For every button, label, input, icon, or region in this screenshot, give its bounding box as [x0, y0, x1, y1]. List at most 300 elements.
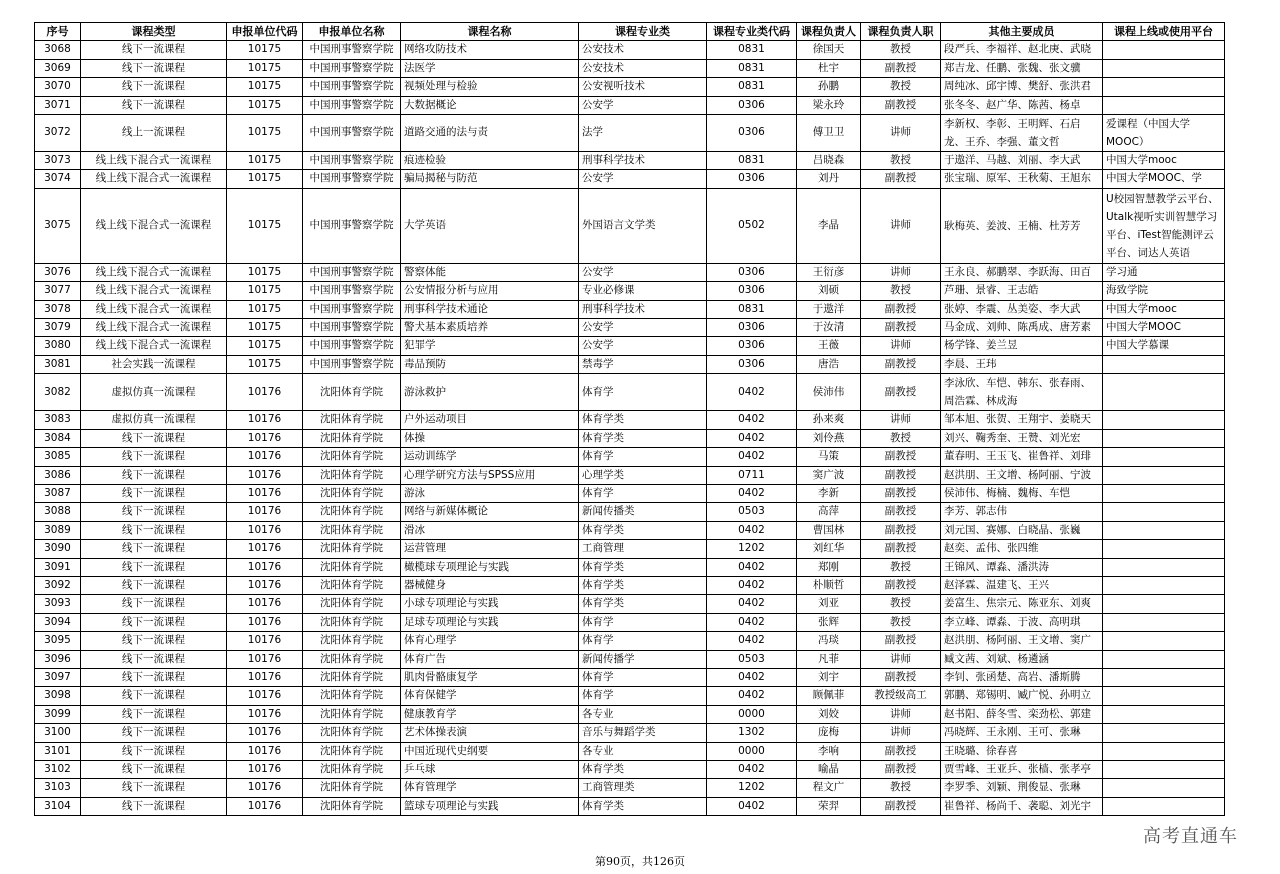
- table-row: [35, 411, 1225, 429]
- col-header-unit-code: 申报单位代码: [227, 23, 303, 41]
- cell-lead: 李响: [797, 742, 861, 760]
- cell-lead-title: 副教授: [861, 96, 941, 114]
- cell-unit-code: 10175: [227, 170, 303, 188]
- cell-major-code: 1302: [707, 724, 797, 742]
- cell-platform: 中国大学慕课: [1103, 337, 1225, 355]
- cell-major-category: 体育学: [579, 632, 707, 650]
- cell-lead-title: 副教授: [861, 466, 941, 484]
- cell-major-category: 工商管理: [579, 540, 707, 558]
- cell-major-code: 0502: [707, 188, 797, 263]
- cell-members: 刘元国、赛娜、白晓晶、张巍: [941, 521, 1103, 539]
- cell-lead-title: 副教授: [861, 484, 941, 502]
- cell-unit-name: 沈阳体育学院: [303, 374, 401, 411]
- cell-major-code: 0402: [707, 761, 797, 779]
- cell-lead-title: 副教授: [861, 521, 941, 539]
- cell-platform: [1103, 466, 1225, 484]
- cell-course-name: 体操: [401, 429, 579, 447]
- cell-course-name: 警犬基本素质培养: [401, 319, 579, 337]
- cell-members: 姜富生、焦宗元、陈亚东、刘爽: [941, 595, 1103, 613]
- cell-lead-title: 讲师: [861, 263, 941, 281]
- cell-course-name: 犯罪学: [401, 337, 579, 355]
- cell-major-category: 公安学: [579, 170, 707, 188]
- cell-course-type: 线下一流课程: [81, 466, 227, 484]
- cell-lead: 唐浩: [797, 355, 861, 373]
- cell-unit-name: 沈阳体育学院: [303, 503, 401, 521]
- table-row: [35, 319, 1225, 337]
- cell-platform: [1103, 779, 1225, 797]
- cell-course-type: 线下一流课程: [81, 448, 227, 466]
- cell-course-name: 足球专项理论与实践: [401, 613, 579, 631]
- cell-platform: [1103, 41, 1225, 59]
- cell-unit-code: 10176: [227, 521, 303, 539]
- cell-lead: 孙来爽: [797, 411, 861, 429]
- table-row: [35, 374, 1225, 411]
- cell-major-code: 0000: [707, 742, 797, 760]
- table-row: [35, 595, 1225, 613]
- cell-unit-name: 沈阳体育学院: [303, 705, 401, 723]
- table-row: [35, 558, 1225, 576]
- cell-unit-name: 沈阳体育学院: [303, 632, 401, 650]
- cell-major-code: 0402: [707, 374, 797, 411]
- cell-unit-code: 10176: [227, 705, 303, 723]
- cell-index: 3097: [35, 668, 81, 686]
- cell-unit-code: 10175: [227, 41, 303, 59]
- cell-unit-name: 沈阳体育学院: [303, 650, 401, 668]
- table-row: [35, 761, 1225, 779]
- cell-lead: 李新: [797, 484, 861, 502]
- cell-unit-name: 沈阳体育学院: [303, 448, 401, 466]
- table-row: [35, 466, 1225, 484]
- col-header-major-code: 课程专业类代码: [707, 23, 797, 41]
- cell-lead-title: 讲师: [861, 650, 941, 668]
- cell-lead: 梁永玲: [797, 96, 861, 114]
- cell-lead: 傅卫卫: [797, 115, 861, 152]
- cell-course-name: 艺术体操表演: [401, 724, 579, 742]
- cell-unit-code: 10176: [227, 650, 303, 668]
- cell-course-type: 线下一流课程: [81, 540, 227, 558]
- cell-major-category: 体育学类: [579, 521, 707, 539]
- cell-unit-name: 沈阳体育学院: [303, 613, 401, 631]
- cell-course-type: 线下一流课程: [81, 521, 227, 539]
- cell-major-category: 禁毒学: [579, 355, 707, 373]
- cell-major-category: 公安学: [579, 337, 707, 355]
- cell-lead-title: 副教授: [861, 300, 941, 318]
- cell-lead-title: 教授级高工: [861, 687, 941, 705]
- cell-members: 侯沛伟、梅楠、魏梅、车恺: [941, 484, 1103, 502]
- cell-lead: 庞梅: [797, 724, 861, 742]
- cell-course-name: 游泳: [401, 484, 579, 502]
- cell-major-code: 0306: [707, 319, 797, 337]
- col-header-course-name: 课程名称: [401, 23, 579, 41]
- cell-course-type: 线下一流课程: [81, 687, 227, 705]
- cell-major-code: 0402: [707, 576, 797, 594]
- cell-course-type: 线下一流课程: [81, 742, 227, 760]
- cell-unit-name: 中国刑事警察学院: [303, 188, 401, 263]
- cell-index: 3071: [35, 96, 81, 114]
- cell-course-name: 健康教育学: [401, 705, 579, 723]
- table-row: [35, 263, 1225, 281]
- cell-lead: 窦广波: [797, 466, 861, 484]
- cell-lead-title: 讲师: [861, 411, 941, 429]
- cell-major-category: 体育学: [579, 484, 707, 502]
- cell-index: 3090: [35, 540, 81, 558]
- cell-unit-name: 中国刑事警察学院: [303, 319, 401, 337]
- cell-platform: [1103, 632, 1225, 650]
- cell-unit-code: 10175: [227, 59, 303, 77]
- cell-unit-name: 中国刑事警察学院: [303, 355, 401, 373]
- cell-major-code: 1202: [707, 540, 797, 558]
- cell-major-category: 工商管理类: [579, 779, 707, 797]
- table-row: [35, 59, 1225, 77]
- col-header-lead: 课程负责人: [797, 23, 861, 41]
- cell-lead: 郑刚: [797, 558, 861, 576]
- cell-course-type: 线下一流课程: [81, 576, 227, 594]
- cell-course-type: 线下一流课程: [81, 797, 227, 815]
- cell-platform: [1103, 540, 1225, 558]
- cell-course-name: 小球专项理论与实践: [401, 595, 579, 613]
- cell-major-code: 0402: [707, 411, 797, 429]
- cell-major-code: 0503: [707, 503, 797, 521]
- cell-index: 3089: [35, 521, 81, 539]
- table-row: [35, 742, 1225, 760]
- table-row: [35, 650, 1225, 668]
- cell-lead: 刘宇: [797, 668, 861, 686]
- cell-course-name: 视频处理与检验: [401, 78, 579, 96]
- cell-lead-title: 副教授: [861, 761, 941, 779]
- cell-course-name: 橄榄球专项理论与实践: [401, 558, 579, 576]
- col-header-members: 其他主要成员: [941, 23, 1103, 41]
- cell-major-code: 0831: [707, 59, 797, 77]
- cell-unit-code: 10176: [227, 484, 303, 502]
- cell-platform: 爱课程（中国大学MOOC）: [1103, 115, 1225, 152]
- cell-index: 3078: [35, 300, 81, 318]
- cell-unit-code: 10176: [227, 761, 303, 779]
- table-row: [35, 300, 1225, 318]
- cell-members: 于遨洋、马越、刘丽、李大武: [941, 152, 1103, 170]
- cell-members: 芦珊、景睿、王志皓: [941, 282, 1103, 300]
- cell-lead: 刘硕: [797, 282, 861, 300]
- cell-index: 3098: [35, 687, 81, 705]
- cell-major-category: 心理学类: [579, 466, 707, 484]
- cell-unit-code: 10176: [227, 632, 303, 650]
- cell-members: 郑吉龙、任鹏、张魏、张文骥: [941, 59, 1103, 77]
- cell-major-code: 1202: [707, 779, 797, 797]
- cell-major-category: 体育学: [579, 374, 707, 411]
- cell-lead: 吕晓森: [797, 152, 861, 170]
- cell-unit-name: 中国刑事警察学院: [303, 152, 401, 170]
- cell-lead: 刘红华: [797, 540, 861, 558]
- cell-index: 3085: [35, 448, 81, 466]
- cell-lead: 李晶: [797, 188, 861, 263]
- cell-index: 3092: [35, 576, 81, 594]
- cell-course-name: 体育保健学: [401, 687, 579, 705]
- cell-major-category: 公安学: [579, 319, 707, 337]
- cell-course-type: 线下一流课程: [81, 558, 227, 576]
- cell-index: 3077: [35, 282, 81, 300]
- cell-unit-code: 10176: [227, 779, 303, 797]
- cell-major-code: 0402: [707, 558, 797, 576]
- cell-unit-code: 10175: [227, 78, 303, 96]
- cell-platform: [1103, 724, 1225, 742]
- cell-course-type: 线下一流课程: [81, 668, 227, 686]
- col-header-platform: 课程上线或使用平台: [1103, 23, 1225, 41]
- cell-index: 3075: [35, 188, 81, 263]
- cell-course-name: 痕迹检验: [401, 152, 579, 170]
- cell-lead-title: 副教授: [861, 797, 941, 815]
- cell-major-category: 法学: [579, 115, 707, 152]
- col-header-course-type: 课程类型: [81, 23, 227, 41]
- cell-platform: [1103, 595, 1225, 613]
- cell-unit-code: 10176: [227, 797, 303, 815]
- cell-major-category: 音乐与舞蹈学类: [579, 724, 707, 742]
- cell-major-category: 新闻传播学: [579, 650, 707, 668]
- cell-course-type: 线上线下混合式一流课程: [81, 188, 227, 263]
- cell-course-name: 骗局揭秘与防范: [401, 170, 579, 188]
- cell-major-code: 0711: [707, 466, 797, 484]
- cell-index: 3086: [35, 466, 81, 484]
- cell-lead: 孙鹏: [797, 78, 861, 96]
- cell-members: 赵洪朋、杨阿丽、王文增、窦广: [941, 632, 1103, 650]
- cell-lead: 荣羿: [797, 797, 861, 815]
- table-row: [35, 78, 1225, 96]
- cell-lead-title: 讲师: [861, 188, 941, 263]
- table-row: [35, 170, 1225, 188]
- cell-course-type: 线下一流课程: [81, 613, 227, 631]
- cell-members: 李芳、郭志伟: [941, 503, 1103, 521]
- cell-lead-title: 副教授: [861, 319, 941, 337]
- cell-index: 3072: [35, 115, 81, 152]
- cell-unit-code: 10175: [227, 355, 303, 373]
- course-table: [34, 22, 1225, 816]
- cell-course-name: 大学英语: [401, 188, 579, 263]
- cell-course-type: 线下一流课程: [81, 779, 227, 797]
- cell-lead: 于汝清: [797, 319, 861, 337]
- cell-lead: 刘亚: [797, 595, 861, 613]
- cell-index: 3104: [35, 797, 81, 815]
- cell-course-type: 线下一流课程: [81, 632, 227, 650]
- cell-unit-name: 中国刑事警察学院: [303, 115, 401, 152]
- cell-platform: [1103, 797, 1225, 815]
- cell-course-name: 滑冰: [401, 521, 579, 539]
- cell-unit-name: 沈阳体育学院: [303, 484, 401, 502]
- cell-course-type: 线上线下混合式一流课程: [81, 263, 227, 281]
- cell-course-type: 虚拟仿真一流课程: [81, 411, 227, 429]
- cell-lead-title: 讲师: [861, 337, 941, 355]
- cell-major-code: 0306: [707, 170, 797, 188]
- cell-unit-name: 沈阳体育学院: [303, 540, 401, 558]
- cell-lead: 刘姣: [797, 705, 861, 723]
- cell-index: 3081: [35, 355, 81, 373]
- cell-major-code: 0402: [707, 429, 797, 447]
- cell-platform: [1103, 411, 1225, 429]
- cell-course-name: 刑事科学技术通论: [401, 300, 579, 318]
- cell-lead: 凡菲: [797, 650, 861, 668]
- cell-major-category: 专业必修课: [579, 282, 707, 300]
- cell-major-code: 0402: [707, 595, 797, 613]
- cell-unit-code: 10176: [227, 540, 303, 558]
- cell-members: 冯晓辉、王永刚、王可、张琳: [941, 724, 1103, 742]
- cell-platform: [1103, 687, 1225, 705]
- cell-major-category: 体育学类: [579, 411, 707, 429]
- cell-lead: 于遨洋: [797, 300, 861, 318]
- cell-platform: 中国大学MOOC: [1103, 319, 1225, 337]
- cell-unit-name: 中国刑事警察学院: [303, 78, 401, 96]
- cell-index: 3103: [35, 779, 81, 797]
- cell-major-code: 0402: [707, 687, 797, 705]
- cell-unit-code: 10175: [227, 263, 303, 281]
- cell-index: 3099: [35, 705, 81, 723]
- table-row: [35, 779, 1225, 797]
- cell-platform: [1103, 78, 1225, 96]
- cell-lead-title: 教授: [861, 558, 941, 576]
- cell-course-type: 社会实践一流课程: [81, 355, 227, 373]
- cell-major-category: 体育学: [579, 668, 707, 686]
- cell-major-category: 体育学: [579, 448, 707, 466]
- cell-lead: 王薇: [797, 337, 861, 355]
- table-row: [35, 115, 1225, 152]
- cell-lead-title: 副教授: [861, 632, 941, 650]
- table-row: [35, 448, 1225, 466]
- cell-course-name: 警察体能: [401, 263, 579, 281]
- cell-platform: 中国大学mooc: [1103, 152, 1225, 170]
- cell-major-code: 0503: [707, 650, 797, 668]
- cell-lead: 程文广: [797, 779, 861, 797]
- cell-members: 赵奕、孟伟、张四维: [941, 540, 1103, 558]
- cell-major-code: 0831: [707, 41, 797, 59]
- cell-unit-name: 沈阳体育学院: [303, 576, 401, 594]
- cell-major-code: 0402: [707, 668, 797, 686]
- cell-unit-code: 10176: [227, 411, 303, 429]
- cell-major-category: 外国语言文学类: [579, 188, 707, 263]
- header-row: [35, 23, 1225, 41]
- cell-unit-name: 沈阳体育学院: [303, 668, 401, 686]
- cell-platform: [1103, 521, 1225, 539]
- cell-platform: [1103, 59, 1225, 77]
- cell-platform: [1103, 374, 1225, 411]
- cell-major-category: 公安视听技术: [579, 78, 707, 96]
- cell-unit-code: 10176: [227, 558, 303, 576]
- cell-index: 3079: [35, 319, 81, 337]
- cell-major-code: 0306: [707, 355, 797, 373]
- cell-course-type: 线下一流课程: [81, 484, 227, 502]
- cell-course-name: 篮球专项理论与实践: [401, 797, 579, 815]
- cell-members: 李晨、王玮: [941, 355, 1103, 373]
- cell-index: 3069: [35, 59, 81, 77]
- col-header-lead-title: 课程负责人职: [861, 23, 941, 41]
- cell-unit-name: 中国刑事警察学院: [303, 59, 401, 77]
- cell-index: 3094: [35, 613, 81, 631]
- cell-course-name: 体育心理学: [401, 632, 579, 650]
- cell-platform: [1103, 705, 1225, 723]
- cell-unit-name: 沈阳体育学院: [303, 411, 401, 429]
- cell-course-type: 线下一流课程: [81, 59, 227, 77]
- cell-lead-title: 副教授: [861, 540, 941, 558]
- cell-lead-title: 副教授: [861, 742, 941, 760]
- col-header-unit-name: 申报单位名称: [303, 23, 401, 41]
- cell-course-name: 运营管理: [401, 540, 579, 558]
- cell-course-name: 器械健身: [401, 576, 579, 594]
- cell-major-code: 0402: [707, 484, 797, 502]
- cell-course-type: 虚拟仿真一流课程: [81, 374, 227, 411]
- cell-lead-title: 副教授: [861, 355, 941, 373]
- cell-members: 臧文茜、刘斌、杨遴涵: [941, 650, 1103, 668]
- cell-members: 杨学锋、姜兰昱: [941, 337, 1103, 355]
- cell-major-category: 公安技术: [579, 41, 707, 59]
- cell-members: 赵泽霖、温建飞、王兴: [941, 576, 1103, 594]
- table-row: [35, 429, 1225, 447]
- cell-platform: 学习通: [1103, 263, 1225, 281]
- cell-course-name: 道路交通的法与责: [401, 115, 579, 152]
- cell-index: 3084: [35, 429, 81, 447]
- cell-members: 崔鲁祥、杨尚千、袭聪、刘光宇: [941, 797, 1103, 815]
- cell-lead-title: 副教授: [861, 668, 941, 686]
- cell-major-category: 体育学类: [579, 595, 707, 613]
- cell-course-name: 运动训练学: [401, 448, 579, 466]
- cell-course-type: 线上线下混合式一流课程: [81, 300, 227, 318]
- cell-course-name: 公安情报分析与应用: [401, 282, 579, 300]
- cell-platform: [1103, 503, 1225, 521]
- cell-unit-code: 10176: [227, 595, 303, 613]
- cell-lead-title: 教授: [861, 779, 941, 797]
- table-row: [35, 687, 1225, 705]
- cell-platform: [1103, 613, 1225, 631]
- cell-lead: 马策: [797, 448, 861, 466]
- table-row: [35, 282, 1225, 300]
- cell-index: 3088: [35, 503, 81, 521]
- cell-unit-code: 10175: [227, 319, 303, 337]
- cell-index: 3076: [35, 263, 81, 281]
- cell-members: 耿梅英、姜波、王楠、杜芳芳: [941, 188, 1103, 263]
- cell-platform: [1103, 650, 1225, 668]
- cell-major-category: 公安学: [579, 96, 707, 114]
- cell-index: 3100: [35, 724, 81, 742]
- cell-course-type: 线下一流课程: [81, 761, 227, 779]
- table-row: [35, 355, 1225, 373]
- cell-index: 3080: [35, 337, 81, 355]
- cell-members: 王永良、郝鹏翠、李跃海、田百: [941, 263, 1103, 281]
- cell-unit-code: 10175: [227, 152, 303, 170]
- cell-index: 3101: [35, 742, 81, 760]
- cell-course-name: 体育广告: [401, 650, 579, 668]
- cell-major-code: 0831: [707, 300, 797, 318]
- cell-major-category: 体育学类: [579, 576, 707, 594]
- cell-members: 王锦风、谭淼、潘洪涛: [941, 558, 1103, 576]
- cell-index: 3087: [35, 484, 81, 502]
- table-row: [35, 632, 1225, 650]
- cell-unit-code: 10176: [227, 724, 303, 742]
- cell-course-type: 线上一流课程: [81, 115, 227, 152]
- cell-lead-title: 教授: [861, 78, 941, 96]
- cell-major-code: 0831: [707, 152, 797, 170]
- cell-unit-name: 沈阳体育学院: [303, 429, 401, 447]
- cell-major-category: 刑事科学技术: [579, 300, 707, 318]
- cell-members: 邹本旭、张贺、王翔宇、姜晓天: [941, 411, 1103, 429]
- cell-platform: [1103, 668, 1225, 686]
- cell-members: 刘兴、鞠秀奎、王赞、刘光宏: [941, 429, 1103, 447]
- cell-major-category: 公安学: [579, 263, 707, 281]
- cell-members: 李罗季、刘颖、荆俊显、张琳: [941, 779, 1103, 797]
- table-row: [35, 613, 1225, 631]
- cell-major-code: 0000: [707, 705, 797, 723]
- cell-unit-code: 10176: [227, 466, 303, 484]
- cell-unit-name: 中国刑事警察学院: [303, 263, 401, 281]
- cell-members: 周纯冰、邱宇博、樊舒、张洪君: [941, 78, 1103, 96]
- cell-platform: [1103, 742, 1225, 760]
- cell-members: 段严兵、李福祥、赵北庚、武晓: [941, 41, 1103, 59]
- cell-unit-name: 中国刑事警察学院: [303, 300, 401, 318]
- cell-major-code: 0306: [707, 337, 797, 355]
- cell-major-code: 0306: [707, 96, 797, 114]
